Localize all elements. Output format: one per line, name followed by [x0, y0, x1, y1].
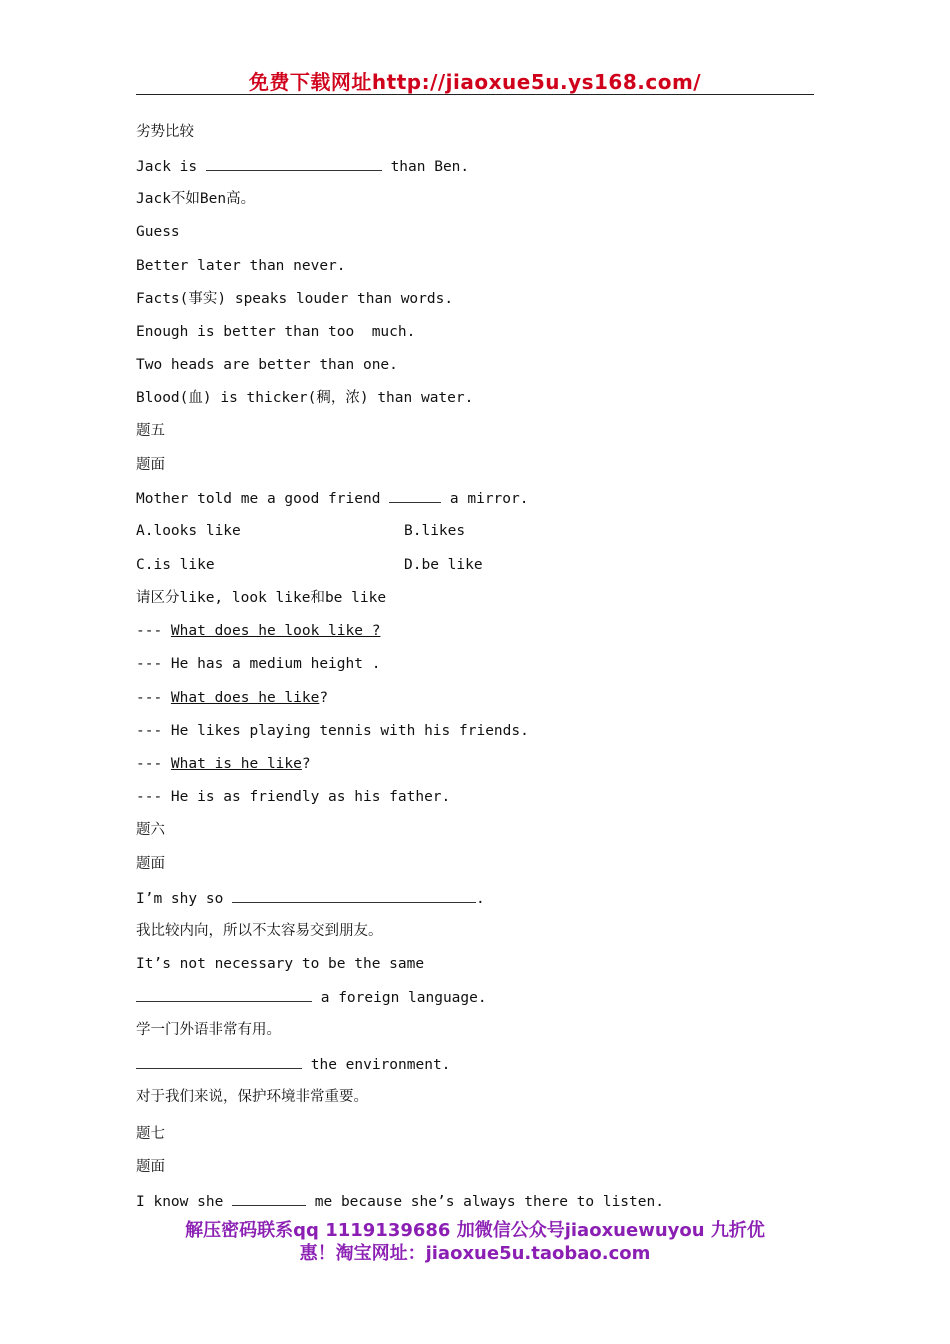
answer-blank[interactable] [136, 987, 312, 1002]
option-c[interactable]: C.is like [136, 557, 215, 573]
answer-blank[interactable] [232, 1191, 306, 1206]
answer-blank[interactable] [232, 888, 476, 903]
question-heading: 题六 [136, 822, 165, 838]
footer-contact: 解压密码联系qq 1119139686 加微信公众号jiaoxuewuyou 九折优 [185, 1220, 765, 1241]
question-sentence: It’s not necessary to be the same [136, 956, 425, 972]
dialogue-line: --- He is as friendly as his father. [136, 789, 451, 805]
question-heading: 题五 [136, 423, 165, 439]
fill-blank-sentence: Jack is than Ben. [136, 156, 469, 177]
proverb-line: Enough is better than too much. [136, 324, 416, 340]
question-sentence: Mother told me a good friend a mirror. [136, 488, 528, 509]
proverb-line: Blood(血) is thicker(稠，浓) than water. [136, 390, 474, 406]
underlined-question: What is he like [170, 756, 302, 772]
question-sentence: a foreign language. [136, 987, 487, 1008]
dialogue-line: --- What does he look like ? [136, 623, 381, 639]
underlined-question: What does he look like ? [170, 623, 381, 639]
option-d[interactable]: D.be like [404, 557, 483, 573]
dialogue-line: --- What does he like? [136, 690, 329, 706]
proverb-line: Better later than never. [136, 258, 346, 274]
header-site-label: 免费下载网址 [248, 70, 372, 94]
instruction-line: 请区分like, look like和be like [136, 590, 387, 606]
option-a[interactable]: A.looks like [136, 523, 241, 539]
proverb-line: Two heads are better than one. [136, 357, 398, 373]
option-row [136, 555, 215, 575]
question-sentence: I’m shy so . [136, 888, 485, 909]
section-heading: 劣势比较 [136, 124, 194, 140]
question-label: 题面 [136, 856, 165, 872]
translation-line: 我比较内向，所以不太容易交到朋友。 [136, 923, 383, 939]
proverb-line: Facts(事实) speaks louder than words. [136, 291, 454, 307]
answer-blank[interactable] [206, 156, 382, 171]
answer-blank[interactable] [389, 488, 441, 503]
option-b[interactable]: B.likes [404, 523, 466, 539]
page-header [136, 66, 814, 95]
option-row [136, 521, 241, 541]
translation-line: 学一门外语非常有用。 [136, 1022, 281, 1038]
dialogue-line: --- He has a medium height . [136, 656, 381, 672]
question-heading: 题七 [136, 1126, 165, 1142]
question-label: 题面 [136, 457, 165, 473]
underlined-question: What does he like [170, 690, 320, 706]
footer-shop-link[interactable]: 惠！淘宝网址：jiaoxue5u.taobao.com [299, 1243, 651, 1264]
question-sentence: I know she me because she’s always there to listen. [136, 1191, 664, 1212]
answer-blank[interactable] [136, 1054, 302, 1069]
text-line: Guess [136, 224, 180, 240]
translation-line: Jack不如Ben高。 [136, 191, 256, 207]
question-sentence: the environment. [136, 1054, 450, 1075]
translation-line: 对于我们来说，保护环境非常重要。 [136, 1089, 368, 1105]
dialogue-line: --- What is he like? [136, 756, 311, 772]
dialogue-line: --- He likes playing tennis with his friends. [136, 723, 529, 739]
header-url-link[interactable]: http://jiaoxue5u.ys168.com/ [371, 70, 702, 94]
question-label: 题面 [136, 1159, 165, 1175]
